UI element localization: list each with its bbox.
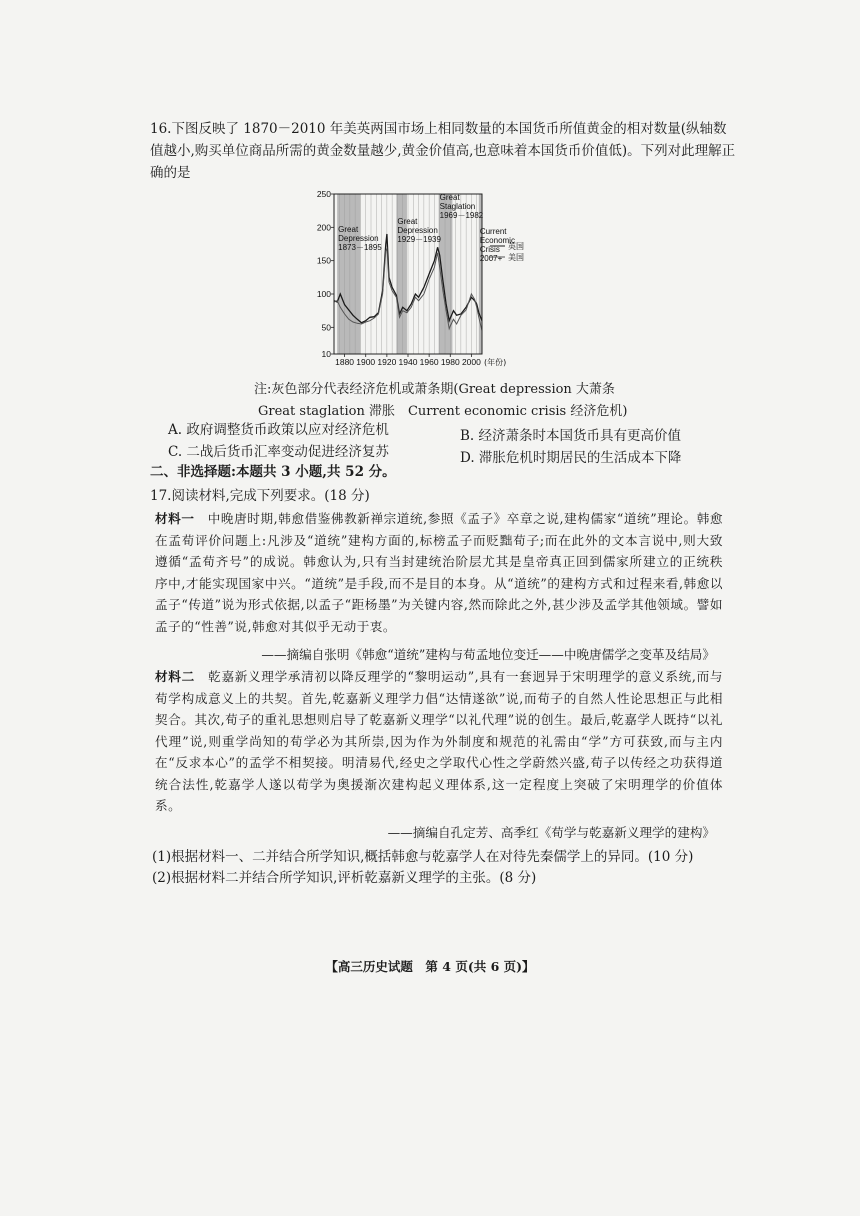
crisis-label: Depression [338,234,379,243]
crisis-label: Economic [479,236,515,245]
sub-question-2: (2)根据材料二并结合所学知识,评析乾嘉新义理学的主张。(8 分) [152,870,537,886]
chart-note-line2: Great staglation 滞胀 Current economic crisis 经济危机) [258,404,628,419]
option-a: A. 政府调整货币政策以应对经济危机 [168,422,389,438]
crisis-label: Great [397,217,418,226]
crisis-labels [338,193,515,263]
chart-note-line1: 注:灰色部分代表经济危机或萧条期(Great depression 大萧条 [254,382,615,397]
legend-label: 美国 [508,253,524,262]
material-1-text: 中晚唐时期,韩愈借鉴佛教新禅宗道统,参照《孟子》卒章之说,建构儒家“道统”理论。韩愈在孟荀评价问题上:凡涉及“道统”建构方面的,标榜孟子而贬黜荀子;而在此外的文本言说中,则大致遵循“孟荀齐号”的成说。韩愈认为,只有当封建统治阶层尤其是皇帝真正回到儒家所建立的正统秩序中,才能实现国家中兴。“道统”是手段,而不是目的本身。从“道统”的建构方式和过程来看,韩愈以孟子“传道”说为形式依据,以孟子“距杨墨”为关键内容,然而除此之外,甚少涉及孟学其他领域。譬如孟子的“性善”说,韩愈对其似乎无动于衷。 [155,511,724,634]
crisis-label: 2007+ [479,254,503,263]
option-b: B. 经济萧条时本国货币具有更高价值 [460,428,682,444]
crisis-band [337,194,360,354]
page-footer: 【高三历史试题 第 4 页(共 6 页)】 [325,959,535,974]
y-axis-ticks [317,189,334,359]
material-2-text: 乾嘉新义理学承清初以降反理学的“黎明运动”,具有一套迥异于宋明理学的意义系统,而与荀学构成意义上的共契。首先,乾嘉新义理学力倡“达情遂欲”说,而荀子的自然人性论思想正与此相契合。其次,荀子的重礼思想则启导了乾嘉新义理学“以礼代理”说的创生。最后,乾嘉学人既持“以礼代理”说,则重学尚知的荀学必为其所崇,因为作为外制度和规范的礼需由“学”方可获致,而与主内在“反求本心”的孟学不相契接。明清易代,经史之学取代心性之学蔚然兴盛,荀子以传经之功获得道统合法性,乾嘉学人遂以荀学为奥援渐次建构起义理体系,这一定程度上突破了宋明理学的价值体系。 [155,669,724,813]
crisis-label: 1873－1895 [338,243,382,252]
gold-value-chart [316,186,550,367]
crisis-label: Great [338,225,359,234]
crisis-label: 1929－1939 [397,235,441,244]
crisis-label: Depression [397,226,438,235]
y-tick-label: 50 [321,322,331,333]
x-tick-label: 1980 [440,357,460,367]
x-axis-unit: (年份) [484,358,507,367]
x-tick-label: 1900 [356,357,376,367]
material-2-source: ——摘编自孔定芳、高季红《荀学与乾嘉新义理学的建构》 [387,825,715,840]
crisis-label: Crisis [479,245,500,254]
x-tick-label: 1940 [398,357,418,367]
y-tick-label: 200 [316,222,331,233]
y-tick-label: 100 [316,289,331,299]
y-tick-label: 250 [316,189,331,199]
crisis-label: Current [479,227,507,236]
legend-label: 英国 [508,242,524,251]
question-17-stem: 17.阅读材料,完成下列要求。(18 分) [150,488,370,504]
option-d: D. 滞胀危机时期居民的生活成本下降 [460,450,682,466]
option-c: C. 二战后货币汇率变动促进经济复苏 [168,444,389,460]
crisis-label: Staglation [439,202,476,211]
crisis-label: 1969－1982 [439,211,484,220]
y-tick-label: 150 [316,255,331,266]
material-2-label: 材料二 [155,669,195,684]
x-tick-label: 1960 [419,357,439,367]
material-1-source: ——摘编自张明《韩愈“道统”建构与荀孟地位变迁——中晚唐儒学之变革及结局》 [261,647,715,662]
x-tick-label: 2000 [461,357,481,367]
x-axis-ticks [335,354,506,367]
sub-question-1: (1)根据材料一、二并结合所学知识,概括韩愈与乾嘉学人在对待先秦儒学上的异同。(10 分) [152,849,694,865]
x-tick-label: 1920 [377,357,397,367]
material-1-label: 材料一 [155,511,195,526]
y-tick-label: 10 [321,349,331,359]
material-2 [155,666,723,817]
question-16-stem: 16.下图反映了 1870－2010 年美英两国市场上相同数量的本国货币所值黄金的相对数量(纵轴数值越小,购买单位商品所需的黄金数量越少,黄金价值高,也意味着本国货币价值低)。下列对此理解正确的是 [150,121,736,181]
material-1 [155,508,723,637]
crisis-label: Great [439,193,460,202]
section-2-heading: 二、非选择题:本题共 3 小题,共 52 分。 [150,464,396,480]
x-tick-label: 1880 [335,357,355,367]
